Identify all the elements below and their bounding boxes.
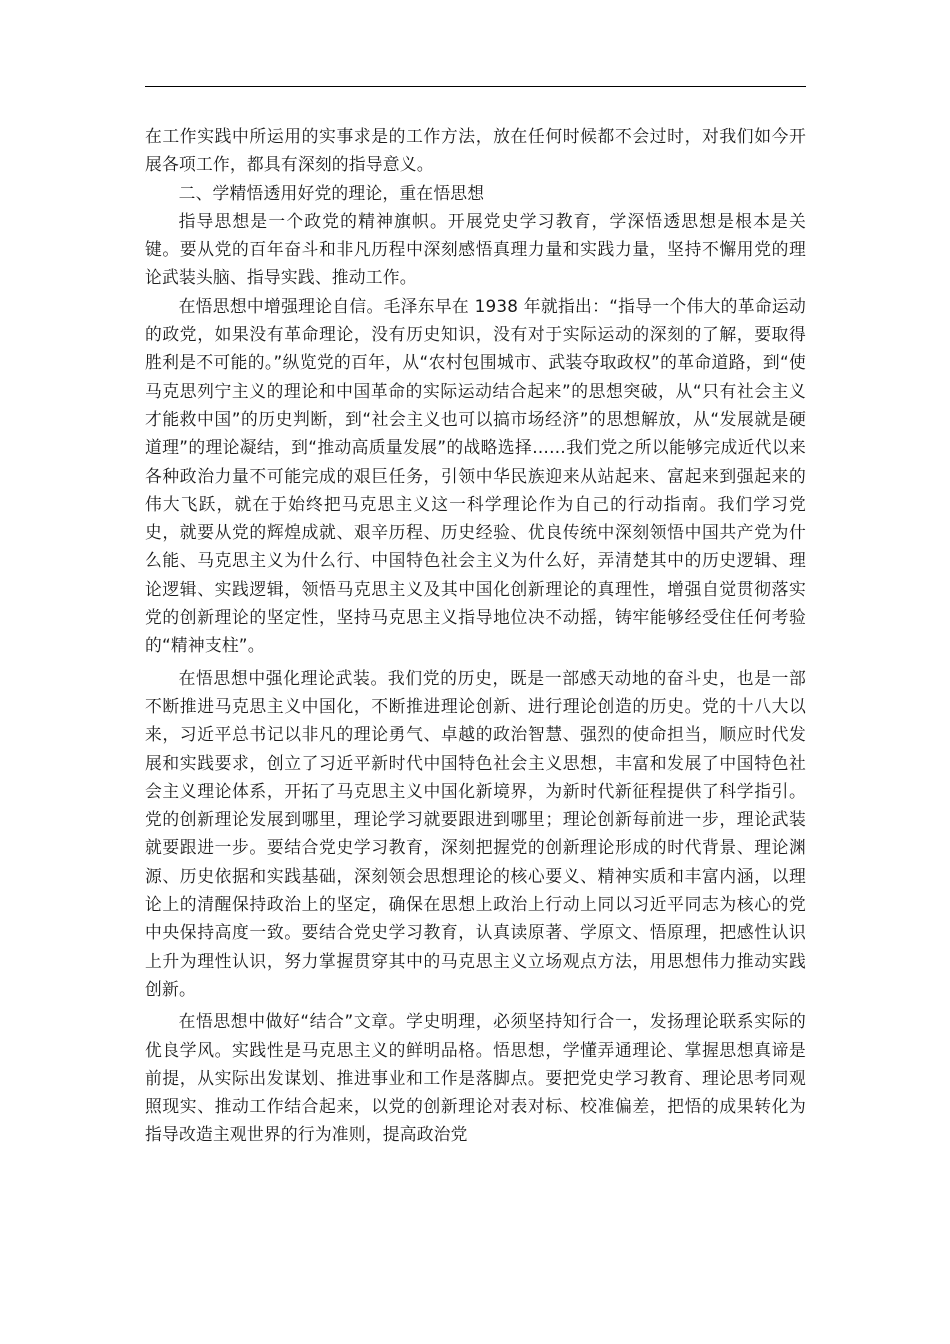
paragraph-combination: 在悟思想中做好“结合”文章。学史明理，必须坚持知行合一，发扬理论联系实际的优良学风。实践性是马克思主义的鲜明品格。悟思想，学懂弄通理论、掌握思想真谛是前提，从实际出发谋划、推进事业和工作是落脚点。要把党史学习教育、理论思考同观照现实、推动工作结合起来，以党的创新理论对表对标、校准偏差，把悟的成果转化为指导改造主观世界的行为准则，提高政治党 — [145, 1011, 806, 1145]
paragraph-theory-confidence: 在悟思想中增强理论自信。毛泽东早在 1938 年就指出：“指导一个伟大的革命运动的政党，如果没有革命理论，没有历史知识，没有对于实际运动的深刻的了解，要取得胜利是不可能的。”纵览党的百年，从“农村包围城市、武装夺取政权”的革命道路，到“使马克思列宁主义的理论和中国革命的实际运动结合起来”的思想突破，从“只有社会主义才能救中国”的历史判断，到“社会主义也可以搞市场经济”的思想解放，从“发展就是硬道理”的理论凝结，到“推动高质量发展”的战略选择……我们党之所以能够完成近代以来各种政治力量不可能完成的艰巨任务，引领中华民族迎来从站起来、富起来到强起来的伟大飞跃，就在于始终把马克思主义这一科学理论作为自己的行动指南。我们学习党史，就要从党的辉煌成就、艰辛历程、历史经验、优良传统中深刻领悟中国共产党为什么能、马克思主义为什么行、中国特色社会主义为什么好，弄清楚其中的历史逻辑、理论逻辑、实践逻辑，领悟马克思主义及其中国化创新理论的真理性，增强自觉贯彻落实党的创新理论的坚定性，坚持马克思主义指导地位决不动摇，铸牢能够经受住任何考验的“精神支柱”。 — [145, 295, 806, 656]
section-heading: 二、学精悟透用好党的理论，重在悟思想 — [178, 182, 485, 203]
header-rule — [145, 86, 806, 87]
paragraph-guiding-thought: 指导思想是一个政党的精神旗帜。开展党史学习教育，学深悟透思想是根本是关键。要从党的百年奋斗和非凡历程中深刻感悟真理力量和实践力量，坚持不懈用党的理论武装头脑、指导实践、推动工作。 — [145, 210, 806, 288]
paragraph-theory-armament: 在悟思想中强化理论武装。我们党的历史，既是一部感天动地的奋斗史，也是一部不断推进马克思主义中国化，不断推进理论创新、进行理论创造的历史。党的十八大以来，习近平总书记以非凡的理论勇气、卓越的政治智慧、强烈的使命担当，顺应时代发展和实践要求，创立了习近平新时代中国特色社会主义思想，丰富和发展了中国特色社会主义理论体系，开拓了马克思主义中国化新境界，为新时代新征程提供了科学指引。党的创新理论发展到哪里，理论学习就要跟进到哪里；理论创新每前进一步，理论武装就要跟进一步。要结合党史学习教育，深刻把握党的创新理论形成的时代背景、理论渊源、历史依据和实践基础，深刻领会思想理论的核心要义、精神实质和丰富内涵，以理论上的清醒保持政治上的坚定，确保在思想上政治上行动上同以习近平同志为核心的党中央保持高度一致。要结合党史学习教育，认真读原著、学原文、悟原理，把感性认识上升为理性认识，努力掌握贯穿其中的马克思主义立场观点方法，用思想伟力推动实践创新。 — [145, 667, 806, 999]
paragraph-continuation: 在工作实践中所运用的实事求是的工作方法，放在任何时候都不会过时，对我们如今开展各项工作，都具有深刻的指导意义。 — [145, 126, 806, 175]
document-body — [145, 122, 806, 1149]
